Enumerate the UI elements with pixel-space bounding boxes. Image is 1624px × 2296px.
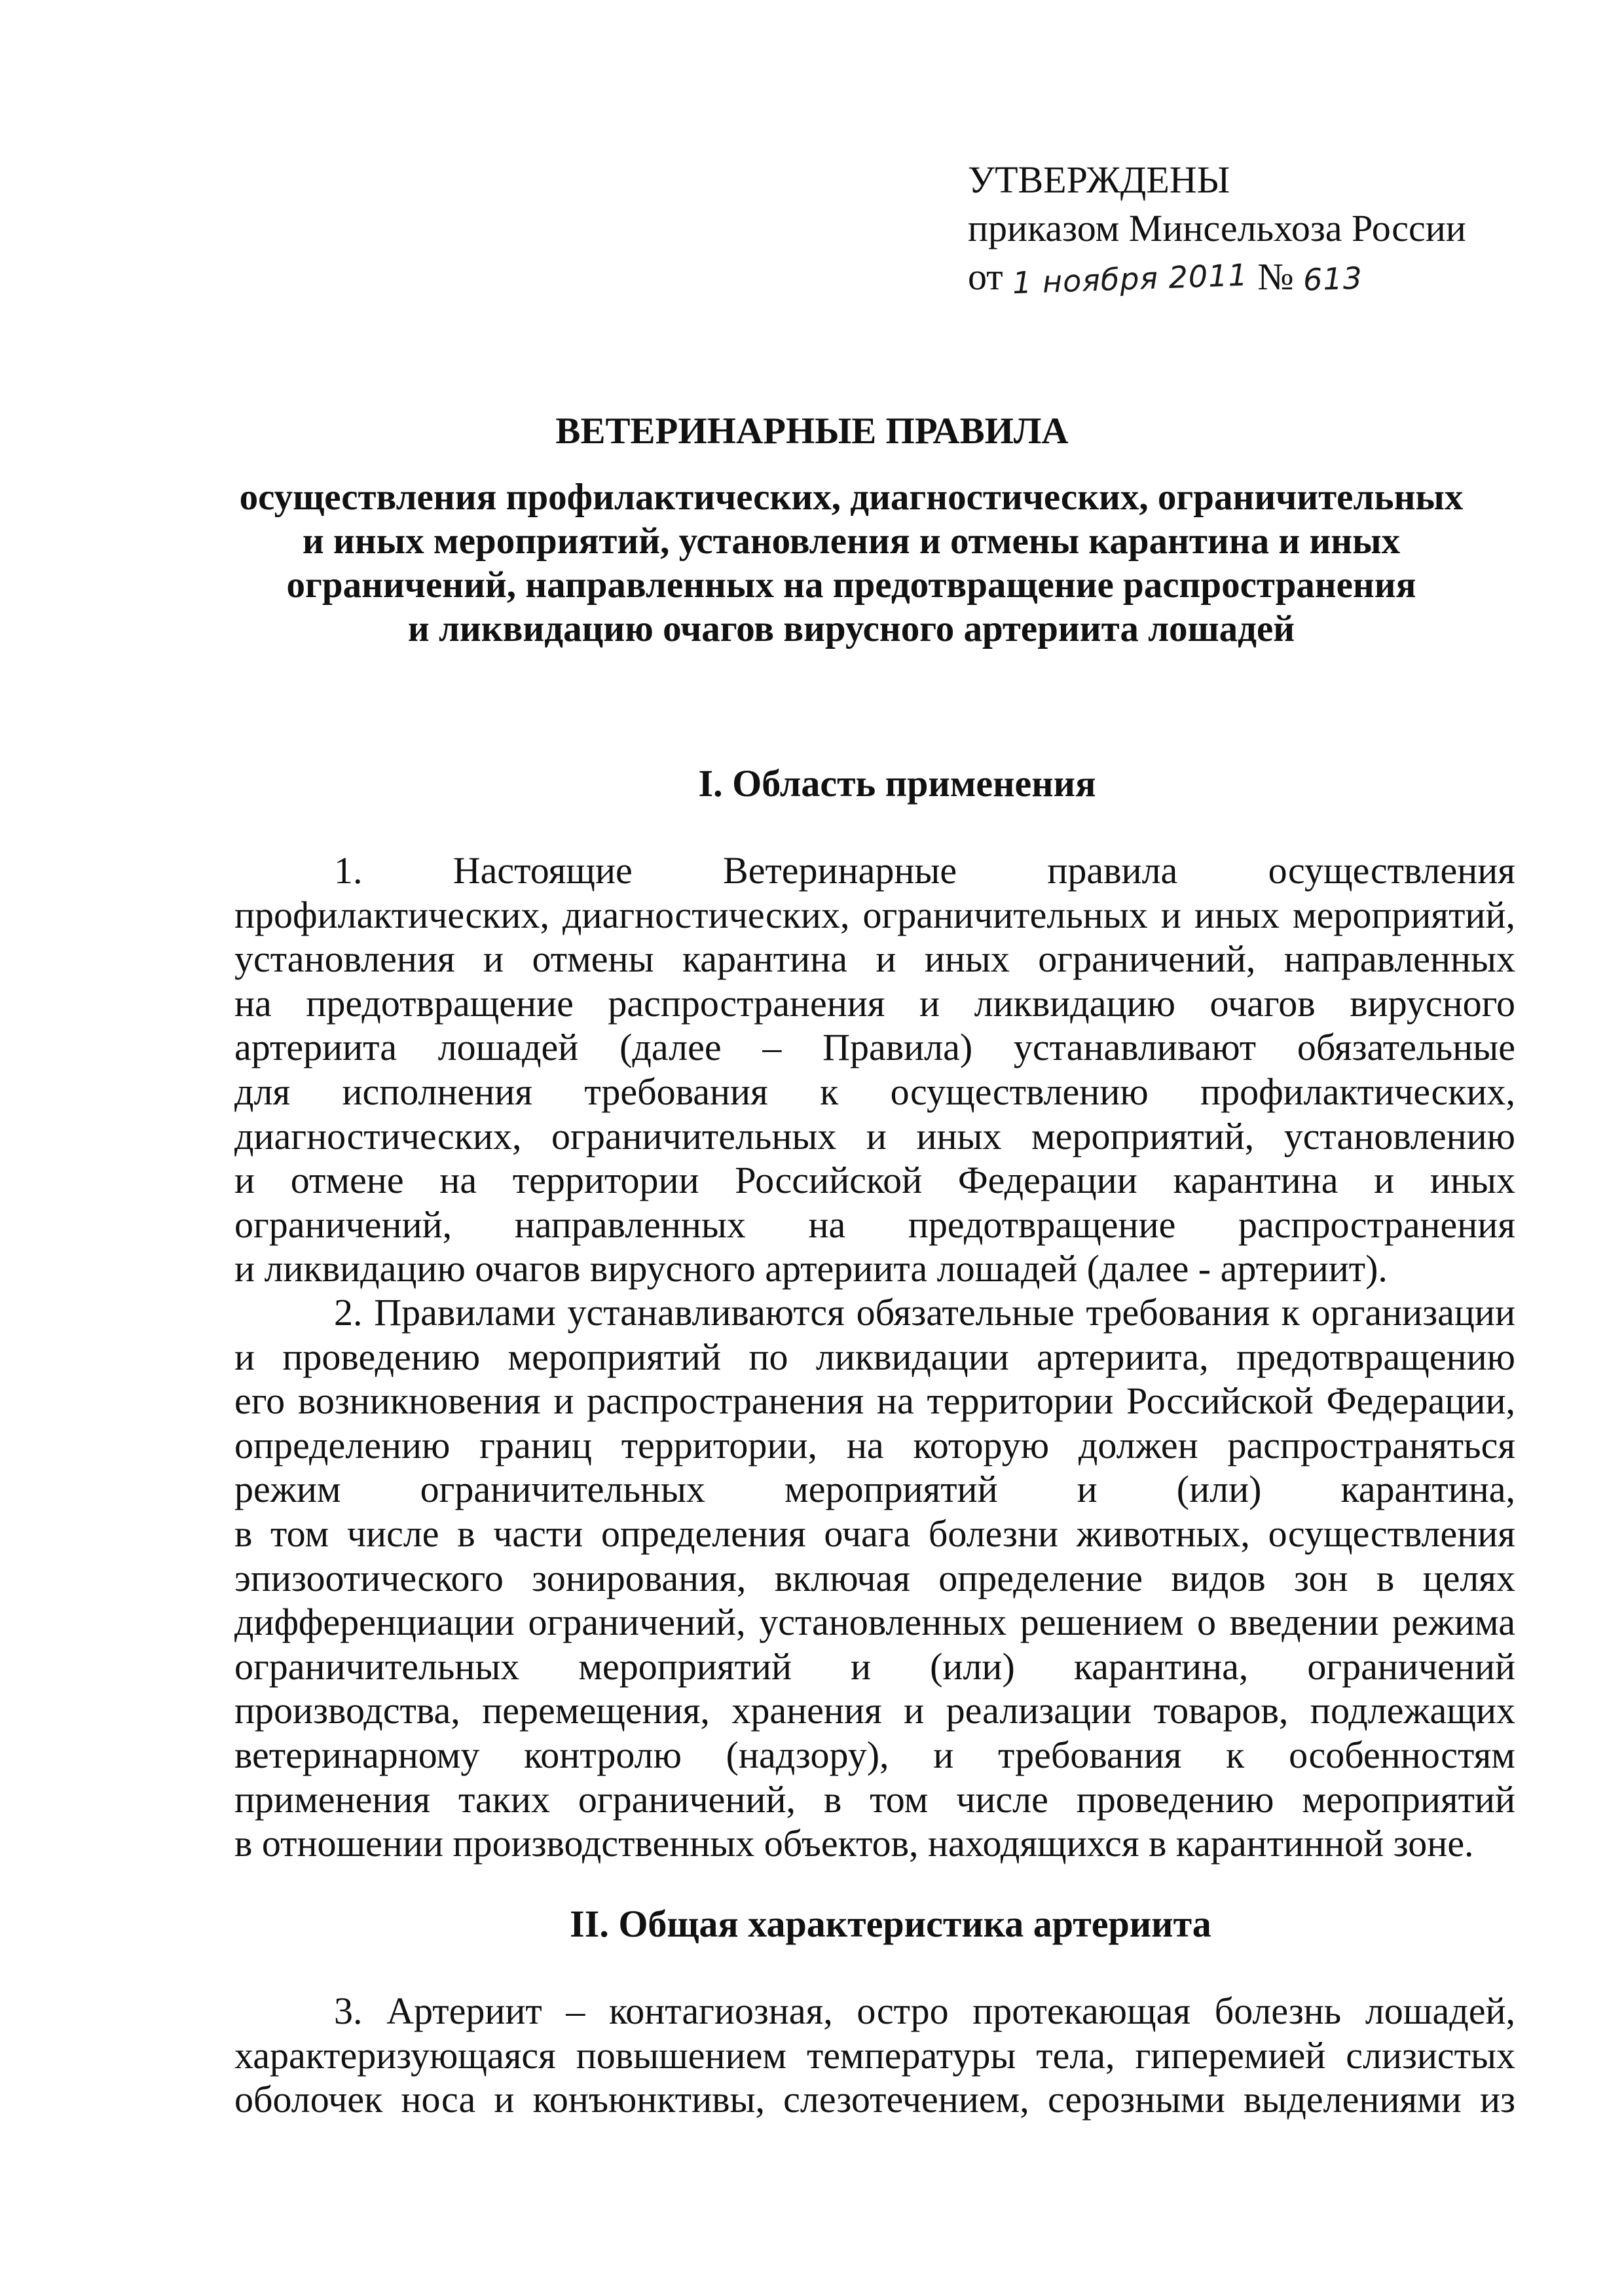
text-line: 2. Правилами устанавливаются обязательные требования к организации <box>334 1291 1515 1334</box>
handwritten-date: 1 ноября 2011 <box>1012 257 1249 301</box>
text-line: определению границ территории, на которую должен распространяться <box>234 1423 1515 1467</box>
paragraph-1 <box>234 848 1515 1291</box>
subtitle-line: и иных мероприятий, установления и отмены карантина и иных <box>302 520 1401 562</box>
text-line: режим ограничительных мероприятий и (или) карантина, <box>234 1468 1515 1511</box>
text-line: 3. Артериит – контагиозная, остро протекающая болезнь лошадей, <box>334 1990 1515 2032</box>
text-line: ограничений, направленных на предотвращение распространения <box>234 1203 1515 1246</box>
document-title: ВЕТЕРИНАРНЫЕ ПРАВИЛА <box>555 410 1069 452</box>
approval-order-by: приказом Минсельхоза России <box>968 207 1466 249</box>
text-line: характеризующаяся повышением температуры тела, гиперемией слизистых <box>234 2033 1515 2077</box>
text-line: и отмене на территории Российской Федерации карантина и иных <box>234 1159 1515 1202</box>
text-line: оболочек носа и конъюнктивы, слезотечением, серозными выделениями из <box>234 2078 1515 2121</box>
text-line: эпизоотического зонирования, включая определение видов зон в целях <box>234 1556 1515 1599</box>
subtitle-line: и ликвидацию очагов вирусного артериита лошадей <box>407 608 1295 649</box>
text-line: и проведению мероприятий по ликвидации артериита, предотвращению <box>234 1335 1515 1378</box>
text-line: в том числе в части определения очага болезни животных, осуществления <box>234 1512 1515 1555</box>
text-line: производства, перемещения, хранения и реализации товаров, подлежащих <box>234 1689 1515 1732</box>
text-line: и ликвидацию очагов вирусного артериита лошадей (далее - артериит). <box>234 1247 1388 1290</box>
text-line: в отношении производственных объектов, находящихся в карантинной зоне. <box>234 1822 1474 1865</box>
text-line: артериита лошадей (далее – Правила) устанавливают обязательные <box>234 1026 1515 1069</box>
approval-block <box>968 156 1544 303</box>
text-line: для исполнения требования к осуществлению профилактических, <box>234 1070 1515 1113</box>
paragraph-3 <box>234 1989 1515 2122</box>
approval-heading: УТВЕРЖДЕНЫ <box>968 158 1230 201</box>
subtitle-line: осуществления профилактических, диагностических, ограничительных <box>239 477 1464 518</box>
text-line: ветеринарному контролю (надзору), и требования к особенностям <box>234 1733 1515 1776</box>
subtitle-line: ограничений, направленных на предотвращение распространения <box>286 564 1416 606</box>
text-line: диагностических, ограничительных и иных мероприятий, установлению <box>234 1114 1515 1157</box>
text-line: установления и отмены карантина и иных ограничений, направленных <box>234 938 1515 981</box>
text-line: дифференциации ограничений, установленных решением о введении режима <box>234 1601 1515 1644</box>
text-line: его возникновения и распространения на территории Российской Федерации, <box>234 1379 1515 1423</box>
text-line: применения таких ограничений, в том числе проведению мероприятий <box>234 1777 1515 1821</box>
paragraph-2 <box>234 1290 1515 1866</box>
section-heading-scope: I. Область применения <box>698 762 1096 805</box>
number-prefix: № <box>1257 255 1294 298</box>
document-subtitle <box>210 475 1493 651</box>
text-line: ограничительных мероприятий и (или) карантина, ограничений <box>234 1645 1515 1688</box>
approval-date-line <box>968 253 1544 303</box>
text-line: 1. Настоящие Ветеринарные правила осуществления <box>334 849 1515 892</box>
date-prefix: от <box>968 255 1003 298</box>
section-heading-characteristics: II. Общая характеристика артериита <box>570 1903 1211 1945</box>
handwritten-number: 613 <box>1302 260 1363 298</box>
text-line: на предотвращение распространения и ликвидацию очагов вирусного <box>234 981 1515 1025</box>
text-line: профилактических, диагностических, ограничительных и иных мероприятий, <box>234 893 1515 936</box>
